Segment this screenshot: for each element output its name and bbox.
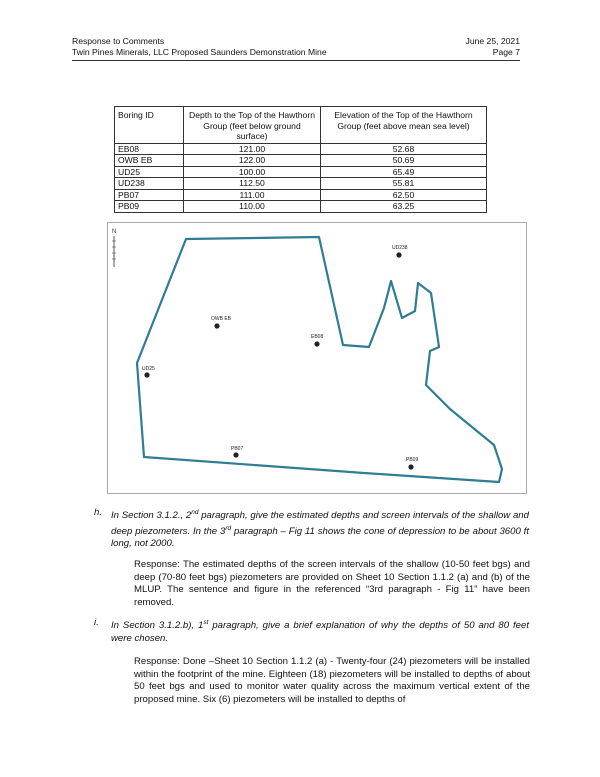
elevation-cell: 52.68: [321, 143, 487, 155]
well-label: PB09: [406, 457, 419, 463]
ordinal-suffix: rd: [225, 524, 232, 532]
comment-text-part: paragraph, give the estimated depths and screen intervals of the shallow and deep piezometers. In the 3: [111, 510, 529, 537]
ordinal-suffix: nd: [191, 509, 199, 516]
well-marker-ud238: [392, 245, 408, 258]
depth-cell: 122.00: [184, 155, 321, 167]
north-arrow-icon: [112, 236, 116, 267]
well-marker-pb09: [406, 457, 418, 470]
well-label: UD238: [392, 245, 408, 251]
map-canvas: [108, 223, 526, 493]
depth-cell: 111.00: [184, 189, 321, 201]
comment-item-i: [94, 617, 529, 645]
hawthorn-depth-table: [114, 106, 487, 213]
response-text-h: Response: The estimated depths of the screen intervals of the shallow (10-50 feet bgs) and deep (70-80 feet bgs) piezometers are provided on Sheet 10 Section 1.1.2 (a) and (b) of the MLUP. The sentence and figure in the referenced “3rd paragraph - Fig 11” have been removed.: [134, 559, 530, 608]
item-label: h.: [94, 507, 103, 518]
well-icon: [314, 341, 319, 346]
boring-id-cell: PB07: [115, 189, 184, 201]
table-row: [115, 143, 487, 155]
site-boundary-map: [107, 222, 527, 494]
table-header-row: [115, 107, 487, 144]
table-row: [115, 166, 487, 178]
table-row: [115, 201, 487, 213]
boring-id-cell: UD25: [115, 166, 184, 178]
table-row: [115, 178, 487, 190]
header-date: June 25, 2021: [465, 36, 520, 46]
header-doc-title: Response to Comments: [72, 36, 165, 46]
comment-item-h: [94, 507, 529, 551]
north-label: N: [112, 229, 117, 235]
boring-id-cell: EB08: [115, 143, 184, 155]
comment-text: [111, 507, 529, 551]
elevation-cell: 50.69: [321, 155, 487, 167]
comment-text-part: In Section 3.1.2.b), 1: [111, 620, 204, 631]
well-icon: [408, 464, 413, 469]
comment-text-part: In Section 3.1.2., 2: [111, 510, 192, 521]
well-label: PB07: [231, 446, 244, 452]
boring-id-cell: OWB EB: [115, 155, 184, 167]
comment-text: [111, 617, 529, 645]
elevation-cell: 63.25: [321, 201, 487, 213]
comment-text-part: paragraph – Fig 11 shows the cone of depression to be about 3600 ft long, not 2000.: [111, 525, 529, 550]
well-marker-owb-eb: [211, 316, 232, 329]
depth-cell: 112.50: [184, 178, 321, 190]
elevation-cell: 55.81: [321, 178, 487, 190]
well-marker-pb07: [231, 446, 243, 458]
depth-cell: 110.00: [184, 201, 321, 213]
item-label: i.: [94, 617, 99, 628]
well-label: EB08: [311, 334, 324, 340]
well-icon: [233, 452, 238, 457]
elevation-cell: 62.50: [321, 189, 487, 201]
boring-id-cell: PB09: [115, 201, 184, 213]
page-header: [72, 36, 520, 58]
mine-boundary: [137, 237, 502, 482]
well-icon: [214, 323, 219, 328]
ordinal-suffix: st: [203, 619, 209, 626]
header-project-title: Twin Pines Minerals, LLC Proposed Saunders Demonstration Mine: [72, 47, 327, 57]
well-icon: [396, 252, 401, 257]
well-label: OWB EB: [211, 316, 232, 322]
header-divider: [72, 60, 520, 61]
comment-text-part: paragraph, give a brief explanation of why the depths of 50 and 80 feet were chosen.: [111, 620, 529, 644]
column-header: Depth to the Top of the Hawthorn Group (feet below ground surface): [184, 107, 321, 144]
column-header: Boring ID: [115, 107, 184, 144]
table-row: [115, 155, 487, 167]
depth-cell: 100.00: [184, 166, 321, 178]
boring-id-cell: UD238: [115, 178, 184, 190]
depth-cell: 121.00: [184, 143, 321, 155]
table-row: [115, 189, 487, 201]
column-header: Elevation of the Top of the Hawthorn Group (feet above mean sea level): [321, 107, 487, 144]
response-text-i: Response: Done –Sheet 10 Section 1.1.2 (a) - Twenty-four (24) piezometers will be installed within the footprint of the mine. Eighteen (18) piezometers will be installed to depths of about 50 feet bgs and used to monitor water quality across the maximum vertical extent of the proposed mine. Six (6) piezometers will be installed to depths of: [134, 656, 530, 705]
well-marker-eb08: [311, 334, 323, 347]
well-label: UD25: [142, 366, 155, 372]
well-marker-ud25: [142, 366, 155, 378]
well-icon: [144, 372, 149, 377]
elevation-cell: 65.49: [321, 166, 487, 178]
header-page-number: Page 7: [492, 47, 520, 57]
